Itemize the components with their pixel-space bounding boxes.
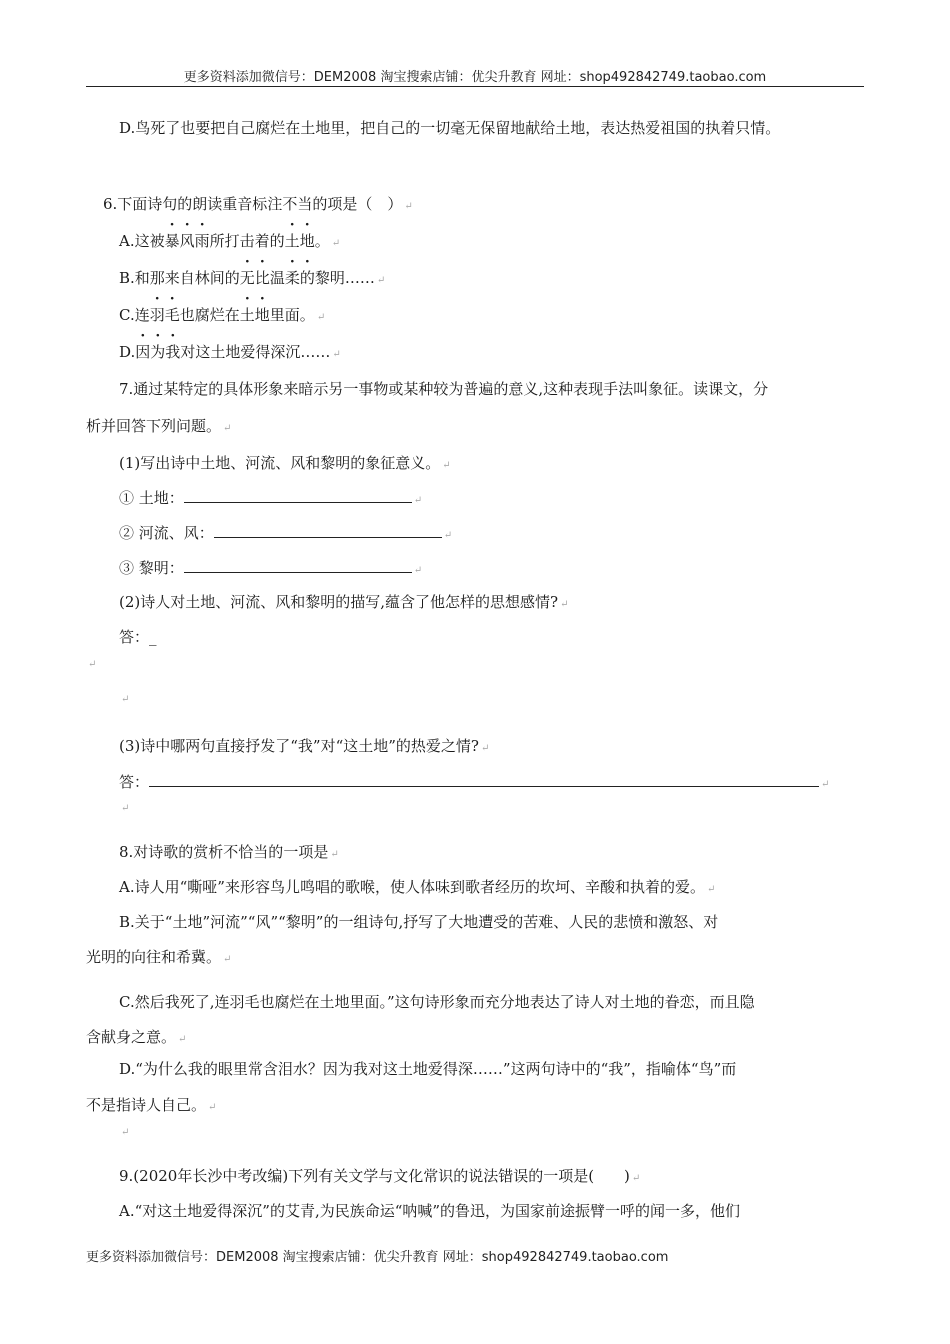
q7-part2-answer: 答：_ <box>119 628 157 646</box>
q8-option-d-line2: 不是指诗人自己。 ↵ <box>86 1096 217 1114</box>
q6-option-d: D.因为我对这土地爱得深沉…… ↵ <box>119 343 341 361</box>
q6-option-c: C.连羽毛也腐烂在土地里面。 ↵ <box>119 306 326 324</box>
q7-part1-item-dawn: ③ 黎明： ↵ <box>119 559 423 577</box>
answer-blank-part3[interactable] <box>149 771 819 787</box>
answer-blank-dawn[interactable] <box>184 557 412 573</box>
q8-option-d-line1: D.“为什么我的眼里常含泪水？因为我对这土地爱得深……”这两句诗中的“我”，指喻体“鸟”而 <box>119 1060 737 1078</box>
q9-stem: 9.(2020年长沙中考改编)下列有关文学与文化常识的说法错误的一项是( ) ↵ <box>119 1167 641 1185</box>
empty-paragraph: ↵ <box>121 1127 130 1138</box>
q9-option-a-line1: A.“对这土地爱得深沉”的艾青,为民族命运“呐喊”的鲁迅，为国家前途振臂一呼的闻一多，他们 <box>119 1202 741 1220</box>
empty-paragraph: ↵ <box>88 659 97 670</box>
q7-stem-line1: 7.通过某特定的具体形象来暗示另一事物或某种较为普遍的意义,这种表现手法叫象征。读课文，分 <box>119 380 769 398</box>
page-header: 更多资料添加微信号：DEM2008 淘宝搜索店铺：优尖升教育 网址：shop492842749.taobao.com <box>183 70 767 85</box>
q7-part1-item-land: ① 土地： ↵ <box>119 489 423 507</box>
q7-part3: (3)诗中哪两句直接抒发了“我”对“这土地”的热爱之情? ↵ <box>119 737 490 755</box>
page-footer: 更多资料添加微信号：DEM2008 淘宝搜索店铺：优尖升教育 网址：shop492842749.taobao.com <box>86 1250 669 1265</box>
empty-paragraph: ↵ <box>121 694 130 705</box>
q7-part1: (1)写出诗中土地、河流、风和黎明的象征意义。 ↵ <box>119 454 451 472</box>
q7-part2: (2)诗人对土地、河流、风和黎明的描写,蕴含了他怎样的思想感情? ↵ <box>119 593 569 611</box>
q5-option-d: D.鸟死了也要把自己腐烂在土地里，把自己的一切毫无保留地献给土地，表达热爱祖国的执着只情。 <box>119 119 781 137</box>
q8-option-b-line2: 光明的向往和希冀。 ↵ <box>86 948 232 966</box>
q8-option-c-line1: C.然后我死了,连羽毛也腐烂在土地里面。”这句诗形象而充分地表达了诗人对土地的眷恋，而且隐 <box>119 993 755 1011</box>
q8-stem: 8.对诗歌的赏析不恰当的一项是 ↵ <box>119 843 339 861</box>
empty-paragraph: ↵ <box>121 803 130 814</box>
q6-option-b: B.和那来自林间的无比温柔的黎明…… ↵ <box>119 269 386 287</box>
header-divider <box>86 86 864 87</box>
q7-part1-item-river-wind: ② 河流、风： ↵ <box>119 524 453 542</box>
q8-option-a: A.诗人用“嘶哑”来形容鸟儿鸣唱的歌喉，使人体味到歌者经历的坎坷、辛酸和执着的爱。 ↵ <box>119 878 716 896</box>
answer-blank-land[interactable] <box>184 487 412 503</box>
q8-option-b-line1: B.关于“土地”河流”“风”“黎明”的一组诗句,抒写了大地遭受的苦难、人民的悲愤和激怒、对 <box>119 913 719 931</box>
answer-blank-river-wind[interactable] <box>214 522 442 538</box>
q6-option-a: A.这被暴风雨所打击着的土地。 ↵ <box>119 232 341 250</box>
q8-option-c-line2: 含献身之意。 ↵ <box>86 1028 187 1046</box>
q7-stem-line2: 析并回答下列问题。 ↵ <box>86 417 232 435</box>
q6-stem: 6.下面诗句的朗读重音标注不当的项是（ ） ↵ <box>103 195 413 213</box>
q7-part3-answer: 答： ↵ <box>119 773 830 791</box>
